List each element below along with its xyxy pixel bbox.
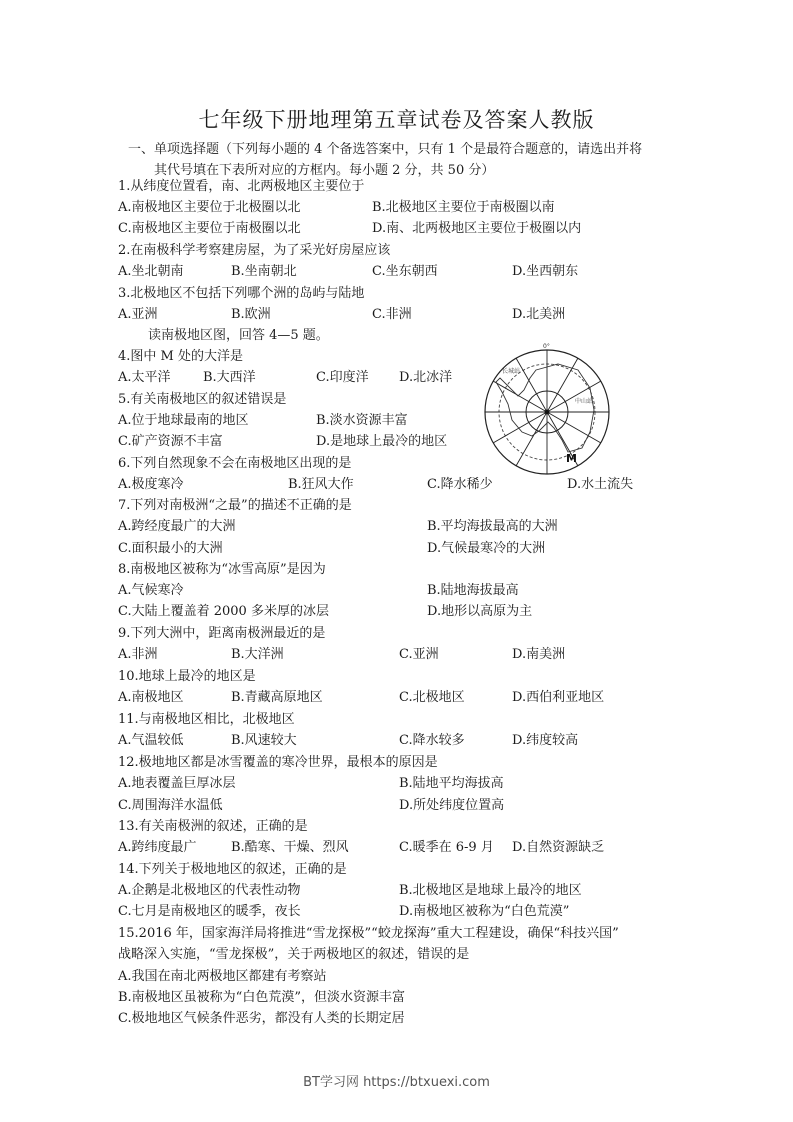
q8-option-c: C.大陆上覆盖着 2000 多米厚的冰层	[118, 604, 329, 619]
q10-option-d: D.西伯利亚地区	[512, 690, 605, 705]
question-1-stem: 1.从纬度位置看，南、北两极地区主要位于	[118, 179, 365, 194]
q11-option-c: C.降水较多	[399, 733, 465, 748]
q6-option-a: A.极度寒冷	[118, 477, 184, 492]
q1-option-c: C.南极地区主要位于南极圈以北	[118, 221, 301, 236]
q5-option-c: C.矿产资源不丰富	[118, 434, 223, 449]
question-13-stem: 13.有关南极洲的叙述，正确的是	[118, 819, 308, 834]
q9-option-c: C.亚洲	[399, 647, 439, 662]
question-6-stem: 6.下列自然现象不会在南极地区出现的是	[118, 456, 352, 471]
svg-text:中山站: 中山站	[575, 398, 594, 405]
q4-option-c: C.印度洋	[316, 370, 369, 385]
q13-option-a: A.跨纬度最广	[118, 840, 197, 855]
q13-option-d: D.自然资源缺乏	[512, 840, 605, 855]
q13-option-b: B.酷寒、干燥、烈风	[231, 840, 349, 855]
q11-option-d: D.纬度较高	[512, 733, 579, 748]
q4-option-a: A.太平洋	[118, 370, 171, 385]
q2-option-b: B.坐南朝北	[231, 264, 297, 279]
question-5-stem: 5.有关南极地区的叙述错误是	[118, 392, 287, 407]
q9-option-b: B.大洋洲	[231, 647, 284, 662]
q1-option-a: A.南极地区主要位于北极圈以北	[118, 200, 301, 215]
polar-map-icon	[478, 340, 616, 478]
q6-option-d: D.水土流失	[567, 477, 634, 492]
q5-option-a: A.位于地球最南的地区	[118, 413, 249, 428]
question-14-stem: 14.下列关于极地地区的叙述，正确的是	[118, 862, 347, 877]
q4-option-d: D.北冰洋	[399, 370, 453, 385]
q3-option-c: C.非洲	[372, 307, 412, 322]
q10-option-c: C.北极地区	[399, 690, 465, 705]
map-intro: 读南极地区图，回答 4—5 题。	[148, 328, 329, 343]
q4-option-b: B.大西洋	[203, 370, 256, 385]
q8-option-b: B.陆地海拔最高	[427, 583, 519, 598]
question-2-stem: 2.在南极科学考察建房屋，为了采光好房屋应该	[118, 243, 391, 258]
q12-option-d: D.所处纬度位置高	[399, 798, 505, 813]
question-3-stem: 3.北极地区不包括下列哪个洲的岛屿与陆地	[118, 286, 365, 301]
antarctica-map	[478, 340, 616, 478]
q2-option-a: A.坐北朝南	[118, 264, 184, 279]
svg-text:0°: 0°	[543, 343, 550, 350]
question-15-stem-cont: 战略深入实施，“雪龙探极”，关于两极地区的叙述，错误的是	[118, 947, 470, 962]
q9-option-a: A.非洲	[118, 647, 158, 662]
page-title: 七年级下册地理第五章试卷及答案人教版	[198, 108, 595, 132]
q8-option-d: D.地形以高原为主	[427, 604, 533, 619]
q14-option-b: B.北极地区是地球上最冷的地区	[399, 883, 582, 898]
q7-option-c: C.面积最小的大洲	[118, 541, 223, 556]
q14-option-c: C.七月是南极地区的暖季，夜长	[118, 904, 301, 919]
q12-option-b: B.陆地平均海拔高	[399, 776, 504, 791]
q11-option-a: A.气温较低	[118, 733, 184, 748]
q3-option-b: B.欧洲	[231, 307, 271, 322]
question-7-stem: 7.下列对南极洲“之最”的描述不正确的是	[118, 498, 352, 513]
footer-watermark: BT学习网 https://btxuexi.com	[303, 1075, 490, 1090]
q1-option-b: B.北极地区主要位于南极圈以南	[372, 200, 555, 215]
svg-text:M: M	[566, 452, 577, 465]
q15-option-b: B.南极地区虽被称为“白色荒漠”，但淡水资源丰富	[118, 990, 405, 1005]
q3-option-d: D.北美洲	[512, 307, 566, 322]
q7-option-d: D.气候最寒冷的大洲	[427, 541, 546, 556]
svg-text:长城站: 长城站	[502, 368, 521, 375]
q11-option-b: B.风速较大	[231, 733, 297, 748]
q12-option-a: A.地表覆盖巨厚冰层	[118, 776, 236, 791]
q10-option-b: B.青藏高原地区	[231, 690, 323, 705]
question-8-stem: 8.南极地区被称为“冰雪高原”是因为	[118, 562, 326, 577]
q1-option-d: D.南、北两极地区主要位于极圈以内	[372, 221, 582, 236]
q14-option-d: D.南极地区被称为“白色荒漠”	[399, 904, 570, 919]
question-11-stem: 11.与南极地区相比，北极地区	[118, 712, 295, 727]
q3-option-a: A.亚洲	[118, 307, 158, 322]
q15-option-a: A.我国在南北两极地区都建有考察站	[118, 969, 327, 984]
question-9-stem: 9.下列大洲中，距离南极洲最近的是	[118, 626, 326, 641]
q14-option-a: A.企鹅是北极地区的代表性动物	[118, 883, 301, 898]
q12-option-c: C.周围海洋水温低	[118, 798, 223, 813]
q7-option-a: A.跨经度最广的大洲	[118, 519, 236, 534]
q6-option-b: B.狂风大作	[288, 477, 354, 492]
q13-option-c: C.暖季在 6-9 月	[399, 840, 494, 855]
q2-option-c: C.坐东朝西	[372, 264, 438, 279]
instructions-line-2: 其代号填在下表所对应的方框内。每小题 2 分，共 50 分）	[154, 163, 495, 178]
q6-option-c: C.降水稀少	[427, 477, 493, 492]
q10-option-a: A.南极地区	[118, 690, 184, 705]
q15-option-c: C.极地地区气候条件恶劣，都没有人类的长期定居	[118, 1011, 405, 1026]
q5-option-b: B.淡水资源丰富	[316, 413, 408, 428]
instructions-line-1: 一、单项选择题（下列每小题的 4 个备选答案中，只有 1 个是最符合题意的，请选出并将	[128, 142, 643, 157]
question-12-stem: 12.极地地区都是冰雪覆盖的寒冷世界，最根本的原因是	[118, 755, 438, 770]
question-4-stem: 4.图中 M 处的大洋是	[118, 349, 243, 364]
q8-option-a: A.气候寒冷	[118, 583, 184, 598]
q2-option-d: D.坐西朝东	[512, 264, 579, 279]
question-10-stem: 10.地球上最冷的地区是	[118, 669, 256, 684]
q5-option-d: D.是地球上最冷的地区	[316, 434, 448, 449]
question-15-stem: 15.2016 年，国家海洋局将推进“雪龙探极”“蛟龙探海”重大工程建设，确保“科技兴国”	[118, 926, 619, 941]
q7-option-b: B.平均海拔最高的大洲	[427, 519, 558, 534]
section-instructions	[128, 139, 688, 181]
q9-option-d: D.南美洲	[512, 647, 566, 662]
